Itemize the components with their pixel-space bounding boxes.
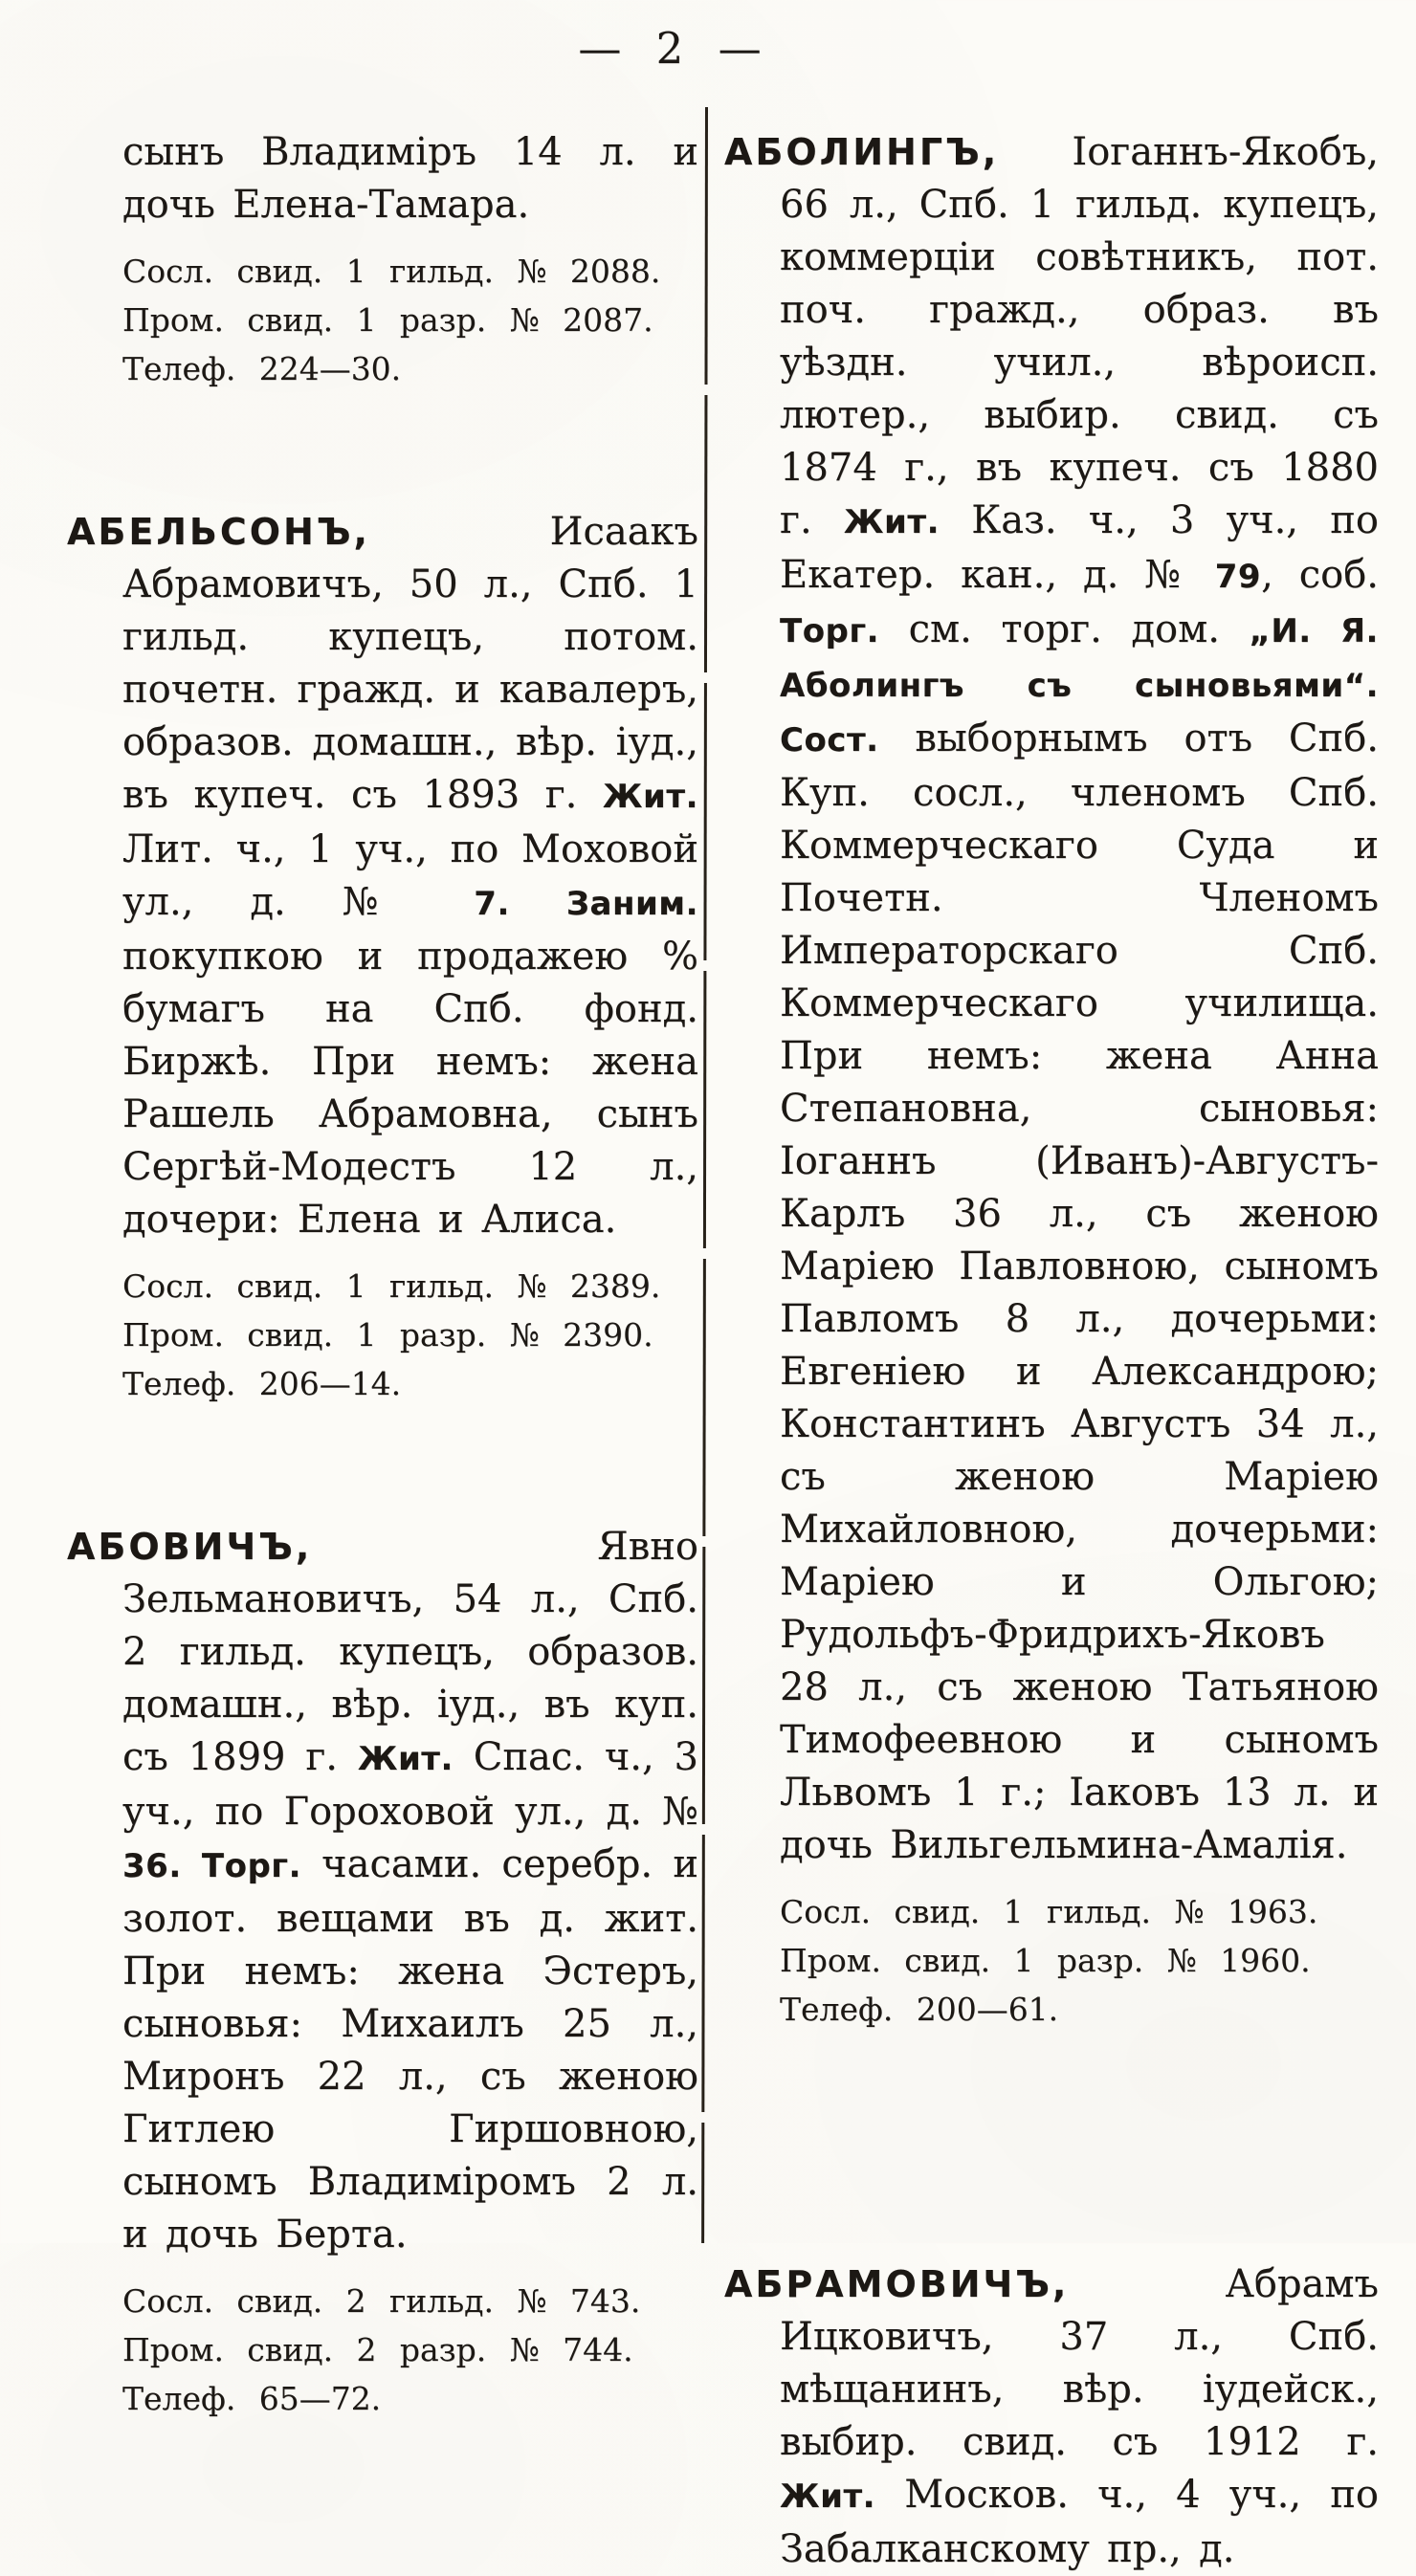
directory-entry bbox=[67, 1521, 698, 2261]
directory-entry bbox=[724, 2258, 1379, 2576]
certificate-lines bbox=[724, 1887, 1379, 2034]
entry-text-run: покупкою и продажею % бумагъ на Спб. фонд. Биржѣ. При немъ: жена Рашель Абрамовна, сынъ Сергѣй-Модестъ 12 л., дочери: Елена и Алиса. bbox=[122, 935, 698, 1242]
entry-bold-term: Жит. bbox=[843, 503, 940, 541]
certificate-line: Сосл. свид. 1 гильд. № 2088. bbox=[122, 253, 661, 290]
entry-text-run bbox=[182, 1842, 202, 1886]
entry-bold-term: 79 bbox=[1214, 558, 1262, 596]
entry-bold-term: 36. bbox=[122, 1847, 182, 1885]
certificate-lines bbox=[67, 247, 698, 393]
entry-text-run: Каз. ч., 3 уч., по Екатер. кан., д. № bbox=[780, 498, 1379, 597]
entry-text-run: , соб. bbox=[1261, 553, 1380, 597]
certificate-line: Сосл. свид. 1 гильд. № 2389. bbox=[122, 1267, 661, 1305]
certificate-lines bbox=[67, 2277, 698, 2423]
certificate-line: Сосл. свид. 1 гильд. № 1963. bbox=[780, 1893, 1318, 1930]
certificate-line: Пром. свид. 1 разр. № 2390. bbox=[122, 1316, 653, 1354]
entry-bold-term: 7. bbox=[474, 885, 510, 923]
page-number: — 2 — bbox=[578, 23, 762, 74]
column-right bbox=[724, 126, 1379, 2576]
directory-entry bbox=[724, 126, 1379, 1872]
entry-text-run bbox=[510, 880, 566, 924]
certificate-line: Сосл. свид. 2 гильд. № 743. bbox=[122, 2282, 641, 2320]
entry-bold-term: Жит. bbox=[780, 2477, 876, 2516]
entry-surname: АБОЛИНГЪ, bbox=[724, 131, 1000, 173]
entry-text-run: Спас. ч., 3 уч., по Гороховой ул., д. № bbox=[122, 1735, 698, 1834]
certificate-line: Телеф. 65—72. bbox=[122, 2380, 382, 2417]
entry-surname: АБОВИЧЪ, bbox=[67, 1526, 313, 1568]
entry-text-run: Москов. ч., 4 уч., по Забалканскому пр., д. bbox=[780, 2473, 1379, 2571]
entry-bold-term: Сост. bbox=[780, 721, 879, 760]
entry-text-run: сынъ Владиміръ 14 л. и дочь Елена-Тамара. bbox=[122, 130, 698, 227]
certificate-line: Пром. свид. 2 разр. № 744. bbox=[122, 2331, 633, 2368]
directory-entry bbox=[67, 506, 698, 1246]
column-left bbox=[67, 126, 698, 2423]
certificate-lines bbox=[67, 1262, 698, 1408]
certificate-line: Телеф. 206—14. bbox=[122, 1365, 402, 1402]
entry-surname: АБРАМОВИЧЪ, bbox=[724, 2263, 1070, 2305]
entry-text-run: Іоганнъ-Якобъ, 66 л., Спб. 1 гильд. купецъ, коммерціи совѣтникъ, пот. поч. гражд., образ. въ уѣздн. учил., вѣроисп. лютер., выбир. свид. съ 1874 г., въ купеч. съ 1880 г. bbox=[780, 130, 1379, 542]
certificate-line: Телеф. 224—30. bbox=[122, 350, 402, 387]
certificate-line: Пром. свид. 1 разр. № 1960. bbox=[780, 1942, 1311, 1979]
entry-text-run: см. торг. дом. bbox=[879, 607, 1250, 651]
entry-bold-term: Жит. bbox=[357, 1740, 454, 1778]
entry-bold-term: Торг. bbox=[201, 1847, 301, 1885]
certificate-line: Телеф. 200—61. bbox=[780, 1991, 1059, 2028]
certificate-line: Пром. свид. 1 разр. № 2087. bbox=[122, 301, 653, 339]
entry-continuation-text bbox=[67, 126, 698, 231]
column-divider-rule bbox=[701, 107, 708, 2243]
entry-bold-term: Торг. bbox=[780, 612, 880, 650]
entry-bold-term: Заним. bbox=[565, 885, 698, 923]
entry-text-run: Лит. ч., 1 уч., по Моховой ул., д. № bbox=[122, 827, 698, 924]
entry-bold-term: Жит. bbox=[602, 778, 698, 816]
entry-text-run: часами. серебр. и золот. вещами въ д. жит. При немъ: жена Эстеръ, сыновья: Михаилъ 25 л., Миронъ 22 л., съ женою Гитлею Гиршовною, сыномъ Владиміромъ 2 л. и дочь Берта. bbox=[122, 1842, 698, 2257]
entry-text-run: Явно Зельмановичъ, 54 л., Спб. 2 гильд. купецъ, образов. домашн., вѣр. іуд., въ куп. съ 1899 г. bbox=[122, 1525, 698, 1779]
entry-surname: АБЕЛЬСОНЪ, bbox=[67, 511, 370, 553]
entry-bold-term: „И. Я. Аболингъ съ сыновьями“. bbox=[780, 612, 1379, 705]
entry-text-run: Абрамъ Ицковичъ, 37 л., Спб. мѣщанинъ, вѣр. іудейск., выбир. свид. съ 1912 г. bbox=[780, 2262, 1379, 2464]
entry-text-run: Исаакъ Абрамовичъ, 50 л., Спб. 1 гильд. купецъ, потом. почетн. гражд. и кавалеръ, образов. домашн., вѣр. іуд., въ купеч. съ 1893 г. bbox=[122, 510, 698, 817]
entry-text-run: выборнымъ отъ Спб. Куп. сосл., членомъ Спб. Коммерческаго Суда и Почетн. Членомъ Императорскаго Спб. Коммерческаго училища. При немъ: жена Анна Степановна, сыновья: Іоганнъ (Иванъ)-Августъ-Карлъ 36 л., съ женою Маріею Павловною, сыномъ Павломъ 8 л., дочерьми: Евгеніею и Александрою; Константинъ Августъ 34 л., съ женою Маріею Михайловною, дочерьми: Маріею и Ольгою; Рудольфъ-Фридрихъ-Яковъ 28 л., съ женою Татьяною Тимофеевною и сыномъ Львомъ 1 г.; Іаковъ 13 л. и дочь Вильгельмина-Амалія. bbox=[780, 716, 1379, 1867]
